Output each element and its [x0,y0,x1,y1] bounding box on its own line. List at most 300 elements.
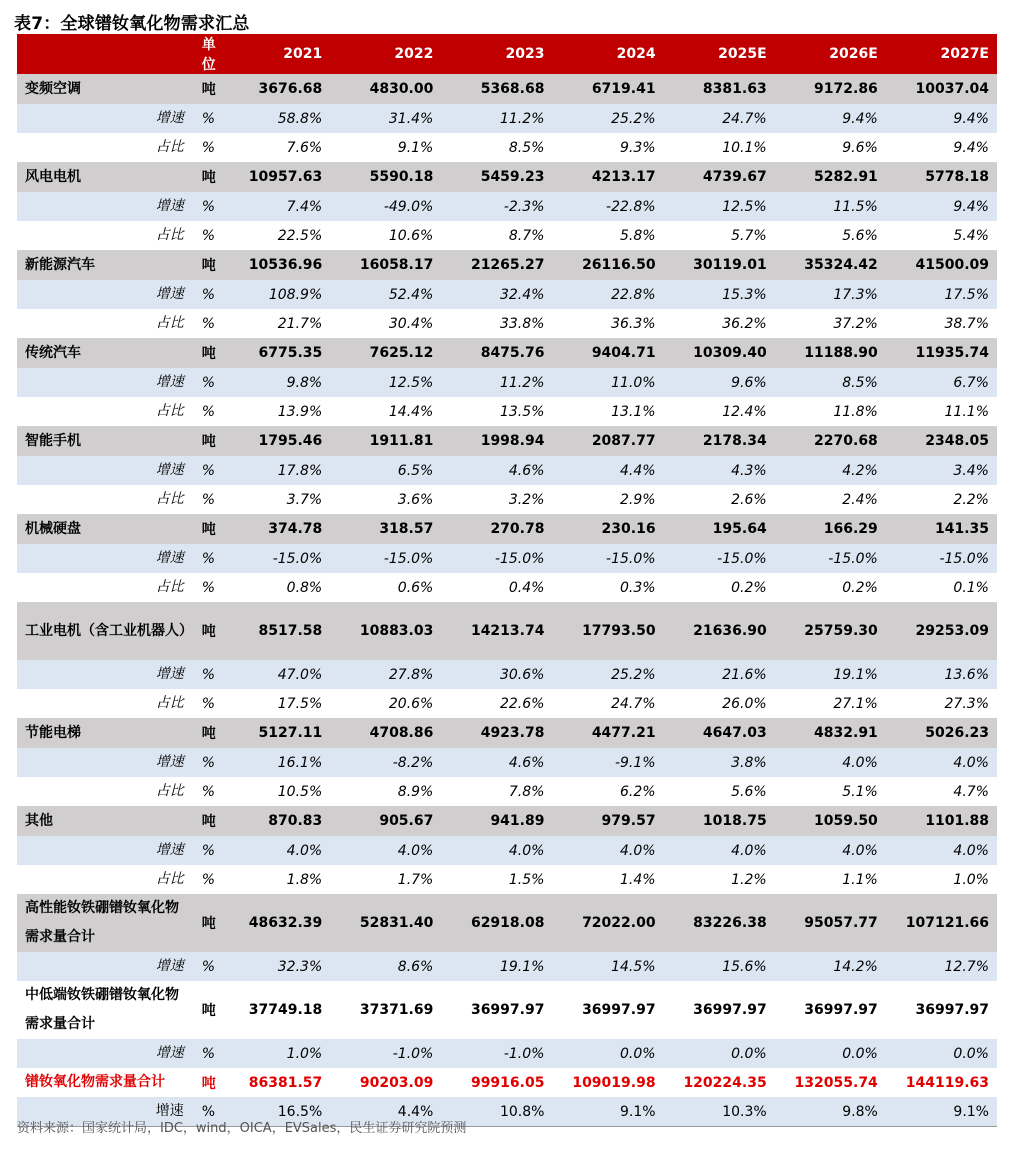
row-label: 增速 [17,748,198,777]
value-cell: 30.6% [441,660,552,689]
value-cell: 5368.68 [441,74,552,104]
value-cell: 11.2% [441,104,552,133]
value-cell: 14.4% [330,397,441,426]
value-cell: 10957.63 [219,162,330,192]
value-cell: 9.4% [775,104,886,133]
row-label: 传统汽车 [17,338,198,368]
metric-row [17,952,997,981]
value-cell: 83226.38 [664,894,775,952]
row-label: 增速 [17,836,198,865]
row-label: 占比 [17,573,198,602]
value-cell: 6.7% [886,368,997,397]
value-cell: 16.1% [219,748,330,777]
category-row [17,74,997,104]
metric-row [17,280,997,309]
value-cell: 107121.66 [886,894,997,952]
value-cell: 1795.46 [219,426,330,456]
table-header-row [17,34,997,74]
value-cell: 4832.91 [775,718,886,748]
value-cell: 2348.05 [886,426,997,456]
value-cell: 14213.74 [441,602,552,660]
value-cell: 8.6% [330,952,441,981]
value-cell: 1.7% [330,865,441,894]
value-cell: 0.0% [886,1039,997,1068]
row-unit: % [198,1039,219,1068]
row-label: 高性能钕铁硼镨钕氧化物需求量合计 [17,894,198,952]
value-cell: 25759.30 [775,602,886,660]
value-cell: 2.2% [886,485,997,514]
value-cell: 4477.21 [552,718,663,748]
value-cell: 6.2% [552,777,663,806]
value-cell: 11188.90 [775,338,886,368]
row-label: 占比 [17,485,198,514]
value-cell: 6719.41 [552,74,663,104]
header-year: 2023 [441,34,552,74]
row-label: 风电电机 [17,162,198,192]
value-cell: 0.2% [775,573,886,602]
value-cell: 5.7% [664,221,775,250]
value-cell: 10309.40 [664,338,775,368]
value-cell: 11.0% [552,368,663,397]
row-label: 工业电机（含工业机器人） [17,602,198,660]
value-cell: 8517.58 [219,602,330,660]
value-cell: 99916.05 [441,1068,552,1097]
value-cell: 270.78 [441,514,552,544]
row-unit: % [198,1097,219,1127]
value-cell: 5.6% [664,777,775,806]
category-row [17,162,997,192]
value-cell: -49.0% [330,192,441,221]
value-cell: -15.0% [552,544,663,573]
row-unit: % [198,777,219,806]
value-cell: -1.0% [330,1039,441,1068]
value-cell: 36.2% [664,309,775,338]
value-cell: 144119.63 [886,1068,997,1097]
row-unit: 吨 [198,74,219,104]
value-cell: 17.8% [219,456,330,485]
value-cell: 905.67 [330,806,441,836]
value-cell: 48632.39 [219,894,330,952]
value-cell: 9.4% [886,192,997,221]
row-label: 增速 [17,952,198,981]
row-unit: % [198,689,219,718]
value-cell: 13.9% [219,397,330,426]
value-cell: 25.2% [552,660,663,689]
row-unit: % [198,133,219,162]
row-unit: % [198,573,219,602]
value-cell: 230.16 [552,514,663,544]
value-cell: 9.1% [552,1097,663,1127]
value-cell: 5282.91 [775,162,886,192]
value-cell: 1059.50 [775,806,886,836]
value-cell: 6775.35 [219,338,330,368]
value-cell: 31.4% [330,104,441,133]
value-cell: 36.3% [552,309,663,338]
value-cell: 10.6% [330,221,441,250]
value-cell: 72022.00 [552,894,663,952]
value-cell: 3.8% [664,748,775,777]
value-cell: 90203.09 [330,1068,441,1097]
category-row [17,514,997,544]
value-cell: 5.1% [775,777,886,806]
value-cell: 9.6% [775,133,886,162]
value-cell: -15.0% [219,544,330,573]
value-cell: 2.6% [664,485,775,514]
value-cell: 5459.23 [441,162,552,192]
table-body [17,74,997,1127]
header-year: 2025E [664,34,775,74]
value-cell: 4923.78 [441,718,552,748]
value-cell: 9.8% [219,368,330,397]
metric-row [17,456,997,485]
value-cell: 374.78 [219,514,330,544]
category-row [17,338,997,368]
value-cell: 2087.77 [552,426,663,456]
value-cell: 870.83 [219,806,330,836]
value-cell: 21.7% [219,309,330,338]
value-cell: 17.5% [886,280,997,309]
row-label: 机械硬盘 [17,514,198,544]
value-cell: 24.7% [664,104,775,133]
value-cell: 52831.40 [330,894,441,952]
value-cell: 10037.04 [886,74,997,104]
row-label: 增速 [17,660,198,689]
value-cell: 47.0% [219,660,330,689]
row-unit: % [198,192,219,221]
row-unit: % [198,456,219,485]
value-cell: 0.6% [330,573,441,602]
value-cell: 26116.50 [552,250,663,280]
value-cell: 4647.03 [664,718,775,748]
value-cell: 17.3% [775,280,886,309]
value-cell: -15.0% [775,544,886,573]
header-year: 2027E [886,34,997,74]
value-cell: 8.7% [441,221,552,250]
value-cell: 3.2% [441,485,552,514]
value-cell: 5.8% [552,221,663,250]
value-cell: 166.29 [775,514,886,544]
row-label: 增速 [17,544,198,573]
value-cell: 120224.35 [664,1068,775,1097]
row-unit: % [198,836,219,865]
category-row [17,602,997,660]
header-year: 2022 [330,34,441,74]
value-cell: 7625.12 [330,338,441,368]
value-cell: 22.6% [441,689,552,718]
value-cell: 9404.71 [552,338,663,368]
row-unit: % [198,368,219,397]
value-cell: 1.8% [219,865,330,894]
value-cell: 21.6% [664,660,775,689]
value-cell: 10.1% [664,133,775,162]
value-cell: 12.5% [664,192,775,221]
value-cell: 9.4% [886,104,997,133]
metric-row [17,777,997,806]
row-label: 镨钕氧化物需求量合计 [17,1068,198,1097]
row-label: 其他 [17,806,198,836]
header-unit: 单位 [198,34,219,74]
value-cell: 4.7% [886,777,997,806]
value-cell: 4.6% [441,456,552,485]
value-cell: 3.4% [886,456,997,485]
value-cell: 7.4% [219,192,330,221]
row-label: 增速 [17,192,198,221]
value-cell: 1.0% [219,1039,330,1068]
value-cell: -8.2% [330,748,441,777]
header-year: 2021 [219,34,330,74]
row-unit: % [198,309,219,338]
value-cell: 4.0% [886,836,997,865]
value-cell: 29253.09 [886,602,997,660]
value-cell: 5778.18 [886,162,997,192]
value-cell: 1.5% [441,865,552,894]
value-cell: 4.0% [441,836,552,865]
value-cell: 9.1% [330,133,441,162]
value-cell: 4.4% [552,456,663,485]
value-cell: 4.6% [441,748,552,777]
value-cell: 9.6% [664,368,775,397]
value-cell: 10.8% [441,1097,552,1127]
value-cell: 979.57 [552,806,663,836]
value-cell: 5.4% [886,221,997,250]
value-cell: 21265.27 [441,250,552,280]
row-unit: % [198,748,219,777]
value-cell: 22.8% [552,280,663,309]
category-row [17,426,997,456]
metric-row [17,660,997,689]
value-cell: 4708.86 [330,718,441,748]
value-cell: 4.0% [219,836,330,865]
value-cell: 25.2% [552,104,663,133]
row-label: 变频空调 [17,74,198,104]
category-row [17,981,997,1039]
row-label: 增速 [17,1039,198,1068]
value-cell: 1911.81 [330,426,441,456]
metric-row [17,836,997,865]
value-cell: 0.1% [886,573,997,602]
value-cell: 13.1% [552,397,663,426]
row-label: 占比 [17,689,198,718]
value-cell: 5026.23 [886,718,997,748]
value-cell: 4.0% [886,748,997,777]
value-cell: 3676.68 [219,74,330,104]
value-cell: 41500.09 [886,250,997,280]
value-cell: 86381.57 [219,1068,330,1097]
value-cell: 8.9% [330,777,441,806]
value-cell: 32.4% [441,280,552,309]
row-unit: % [198,280,219,309]
value-cell: 11.2% [441,368,552,397]
value-cell: 9.8% [775,1097,886,1127]
value-cell: 15.3% [664,280,775,309]
total-row [17,1068,997,1097]
value-cell: 37749.18 [219,981,330,1039]
value-cell: 13.5% [441,397,552,426]
row-label: 增速 [17,104,198,133]
value-cell: 14.2% [775,952,886,981]
value-cell: 132055.74 [775,1068,886,1097]
value-cell: 3.7% [219,485,330,514]
row-label: 占比 [17,777,198,806]
value-cell: 20.6% [330,689,441,718]
metric-row [17,309,997,338]
metric-row [17,104,997,133]
value-cell: 2178.34 [664,426,775,456]
value-cell: -22.8% [552,192,663,221]
value-cell: 0.0% [775,1039,886,1068]
category-row [17,250,997,280]
value-cell: 36997.97 [441,981,552,1039]
value-cell: 4.0% [330,836,441,865]
value-cell: 108.9% [219,280,330,309]
value-cell: 11.1% [886,397,997,426]
value-cell: 24.7% [552,689,663,718]
value-cell: 8.5% [441,133,552,162]
metric-row [17,748,997,777]
value-cell: 4213.17 [552,162,663,192]
row-unit: 吨 [198,250,219,280]
value-cell: -15.0% [664,544,775,573]
value-cell: 941.89 [441,806,552,836]
value-cell: 16.5% [219,1097,330,1127]
value-cell: -15.0% [330,544,441,573]
value-cell: 21636.90 [664,602,775,660]
value-cell: 141.35 [886,514,997,544]
value-cell: 4.0% [775,836,886,865]
demand-summary-table [17,34,997,1127]
value-cell: 12.5% [330,368,441,397]
row-unit: % [198,865,219,894]
row-unit: 吨 [198,602,219,660]
value-cell: 30119.01 [664,250,775,280]
value-cell: 2270.68 [775,426,886,456]
row-label: 节能电梯 [17,718,198,748]
row-label: 增速 [17,1097,198,1127]
value-cell: 36997.97 [552,981,663,1039]
value-cell: 0.8% [219,573,330,602]
value-cell: 8475.76 [441,338,552,368]
value-cell: 6.5% [330,456,441,485]
value-cell: 22.5% [219,221,330,250]
value-cell: 58.8% [219,104,330,133]
header-year: 2026E [775,34,886,74]
value-cell: 36997.97 [775,981,886,1039]
value-cell: 1018.75 [664,806,775,836]
row-unit: 吨 [198,894,219,952]
value-cell: -2.3% [441,192,552,221]
value-cell: -9.1% [552,748,663,777]
value-cell: 8.5% [775,368,886,397]
value-cell: 1.1% [775,865,886,894]
category-row [17,718,997,748]
value-cell: 11935.74 [886,338,997,368]
value-cell: 4.2% [775,456,886,485]
value-cell: 14.5% [552,952,663,981]
value-cell: 109019.98 [552,1068,663,1097]
value-cell: 4739.67 [664,162,775,192]
value-cell: 9.3% [552,133,663,162]
value-cell: 1998.94 [441,426,552,456]
row-label: 占比 [17,309,198,338]
category-row [17,894,997,952]
metric-row [17,573,997,602]
value-cell: 1.4% [552,865,663,894]
value-cell: 4.4% [330,1097,441,1127]
row-label: 占比 [17,133,198,162]
value-cell: 32.3% [219,952,330,981]
value-cell: 0.3% [552,573,663,602]
row-unit: 吨 [198,162,219,192]
row-label: 新能源汽车 [17,250,198,280]
value-cell: 19.1% [441,952,552,981]
metric-row [17,544,997,573]
header-year: 2024 [552,34,663,74]
row-label: 增速 [17,280,198,309]
row-unit: % [198,221,219,250]
value-cell: 27.8% [330,660,441,689]
value-cell: 4830.00 [330,74,441,104]
value-cell: 1.2% [664,865,775,894]
value-cell: 10536.96 [219,250,330,280]
value-cell: 0.0% [664,1039,775,1068]
row-unit: 吨 [198,426,219,456]
value-cell: 9.1% [886,1097,997,1127]
value-cell: -1.0% [441,1039,552,1068]
value-cell: 17793.50 [552,602,663,660]
value-cell: 13.6% [886,660,997,689]
metric-row [17,133,997,162]
value-cell: -15.0% [886,544,997,573]
row-unit: % [198,397,219,426]
value-cell: 4.0% [552,836,663,865]
row-unit: 吨 [198,981,219,1039]
row-unit: 吨 [198,514,219,544]
row-unit: 吨 [198,806,219,836]
value-cell: 5590.18 [330,162,441,192]
value-cell: 1.0% [886,865,997,894]
value-cell: 16058.17 [330,250,441,280]
row-unit: 吨 [198,1068,219,1097]
value-cell: 33.8% [441,309,552,338]
table-title: 表7：全球镨钕氧化物需求汇总 [14,14,250,34]
value-cell: 95057.77 [775,894,886,952]
value-cell: 12.4% [664,397,775,426]
value-cell: 9.4% [886,133,997,162]
row-unit: 吨 [198,718,219,748]
value-cell: 1101.88 [886,806,997,836]
value-cell: 11.8% [775,397,886,426]
value-cell: 318.57 [330,514,441,544]
value-cell: 38.7% [886,309,997,338]
value-cell: 0.2% [664,573,775,602]
value-cell: 36997.97 [664,981,775,1039]
row-unit: 吨 [198,338,219,368]
metric-row [17,689,997,718]
value-cell: 36997.97 [886,981,997,1039]
row-label: 占比 [17,397,198,426]
value-cell: 4.3% [664,456,775,485]
metric-row [17,192,997,221]
value-cell: 5.6% [775,221,886,250]
metric-row [17,397,997,426]
row-unit: % [198,952,219,981]
value-cell: 9172.86 [775,74,886,104]
value-cell: 7.6% [219,133,330,162]
row-label: 增速 [17,456,198,485]
metric-row [17,865,997,894]
value-cell: -15.0% [441,544,552,573]
value-cell: 37.2% [775,309,886,338]
